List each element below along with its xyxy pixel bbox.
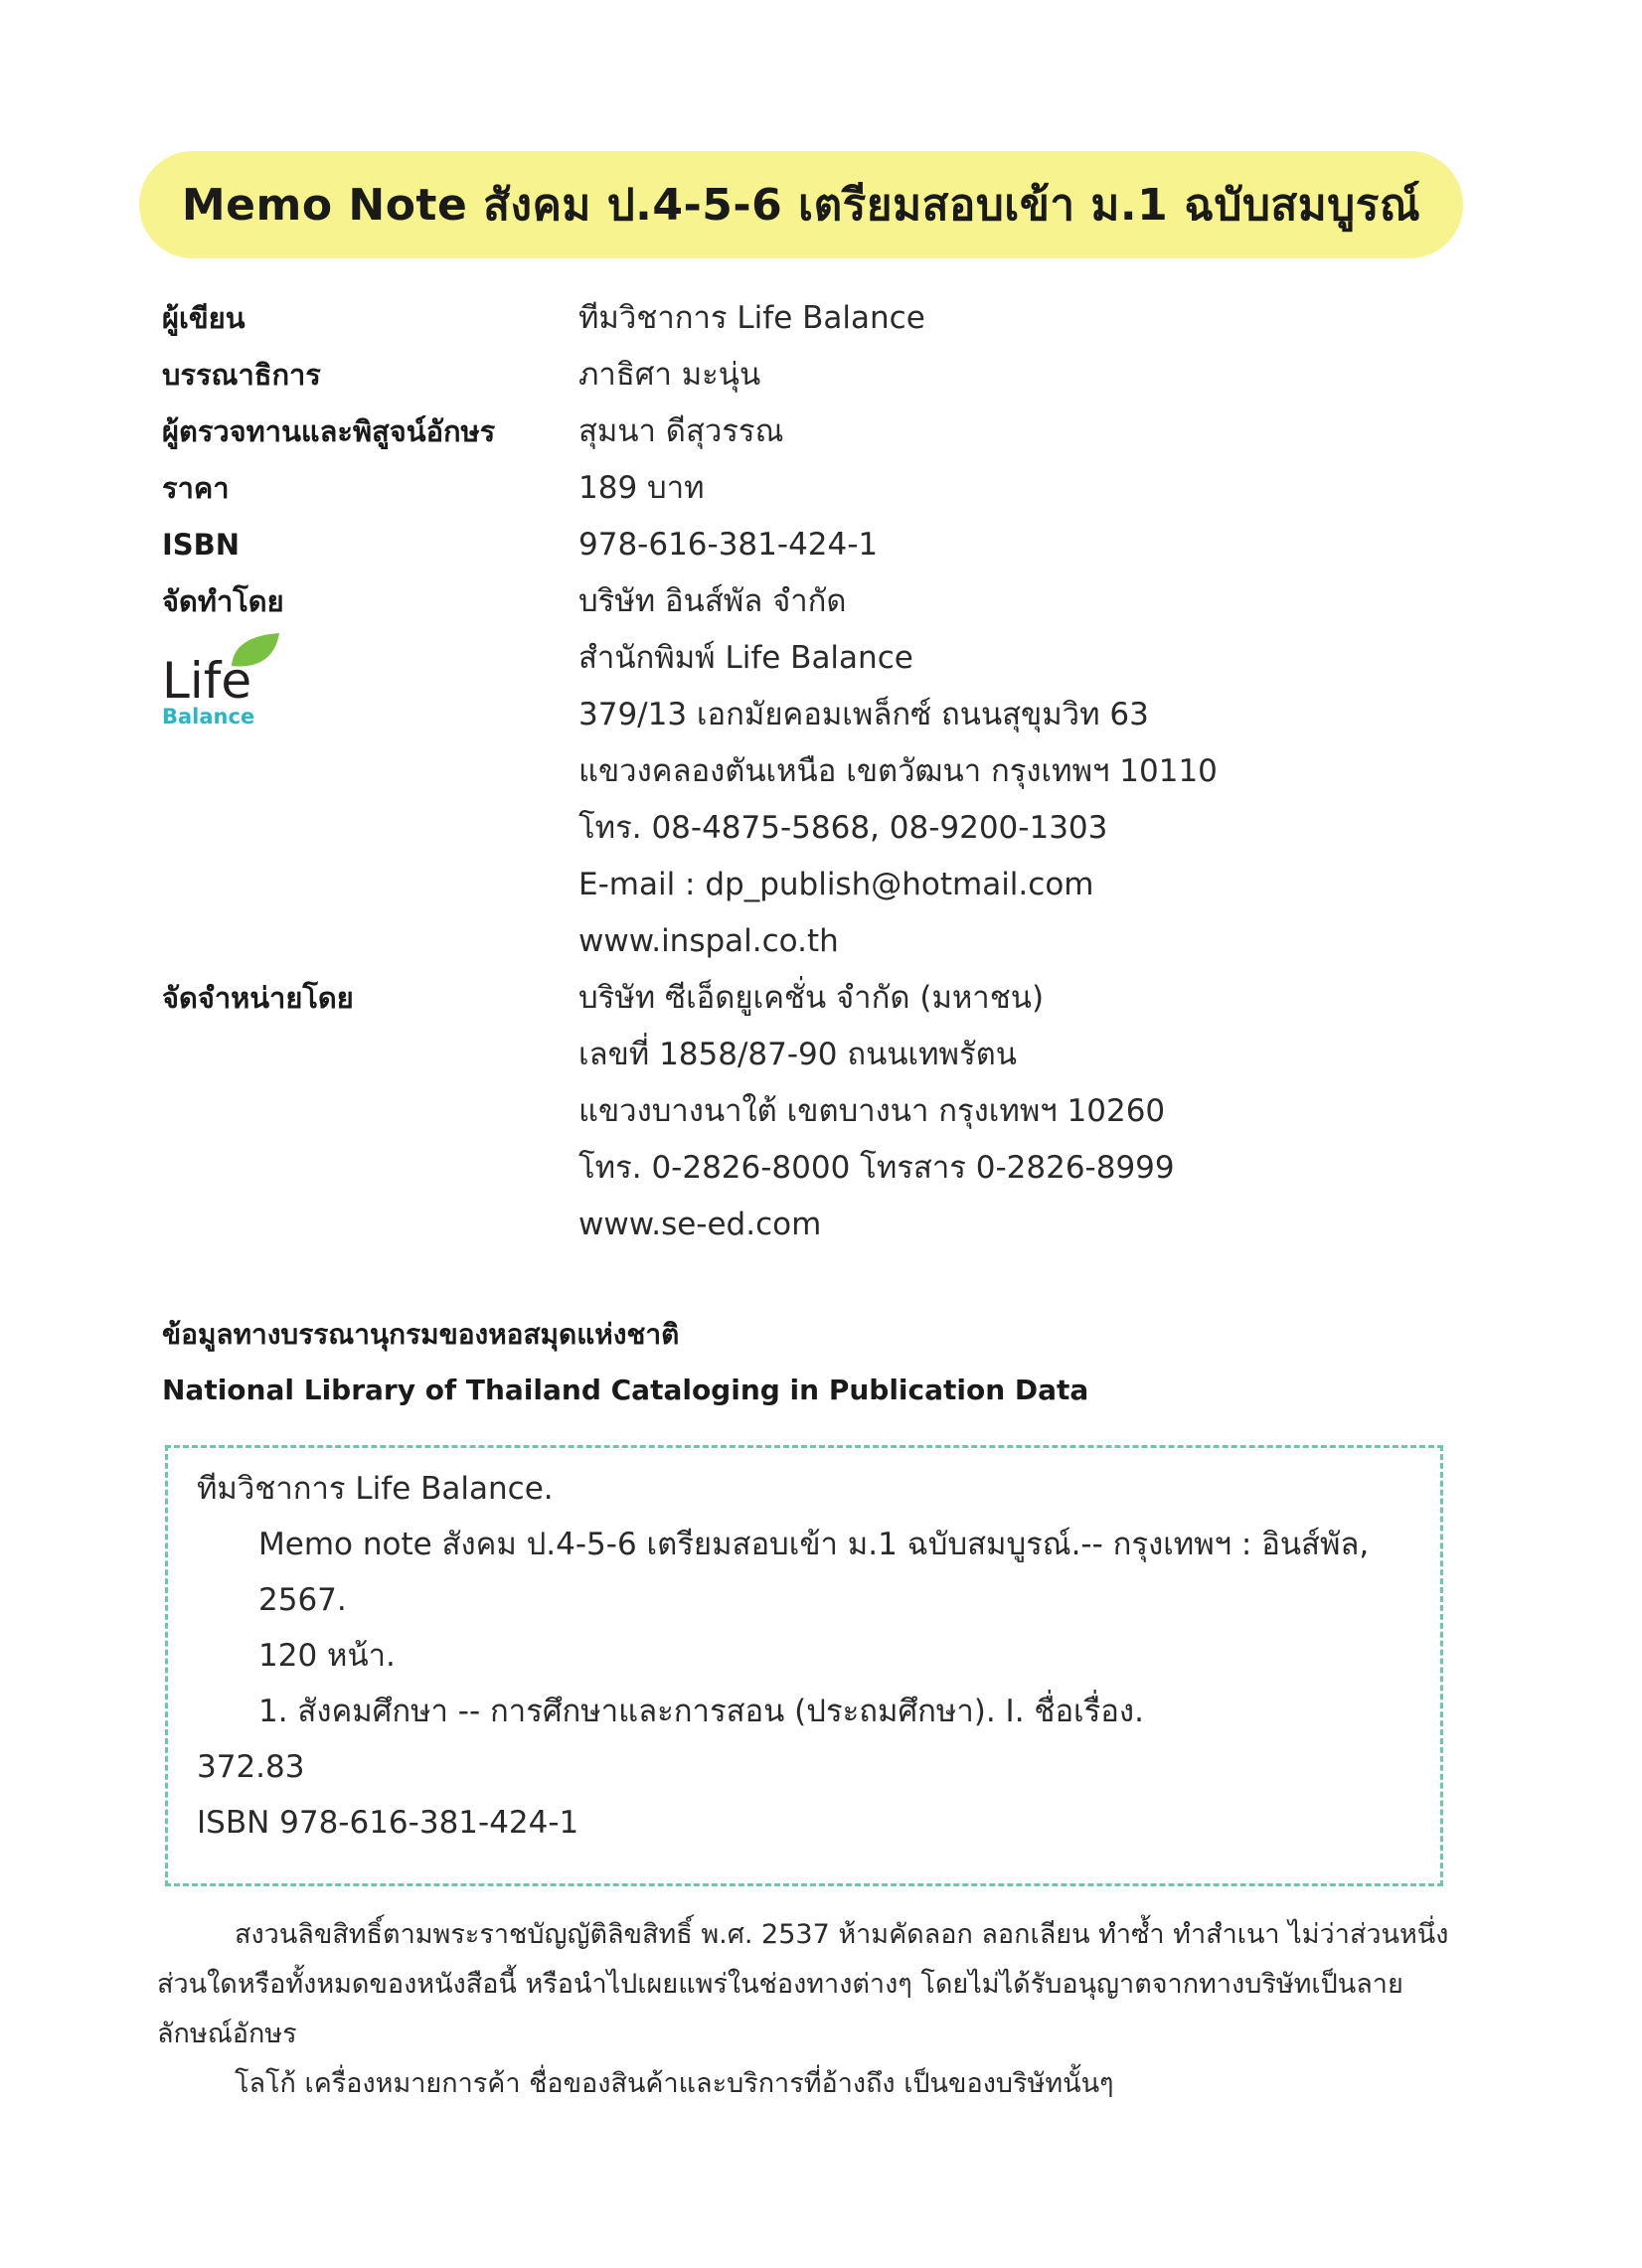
cip-author: ทีมวิชาการ Life Balance.: [197, 1471, 554, 1507]
isbn-label: ISBN: [162, 528, 241, 562]
trademark-text: โลโก้ เครื่องหมายการค้า ชื่อของสินค้าและบริการที่อ้างถึง เป็นของบริษัทนั้นๆ: [235, 2068, 1114, 2099]
producer-row: [162, 743, 1454, 800]
isbn-row: [162, 517, 1454, 573]
life-balance-logo: [162, 631, 281, 730]
author-row: [162, 290, 1454, 347]
cip-title: Memo note สังคม ป.4-5-6 เตรียมสอบเข้า ม.1 ฉบับสมบูรณ์.-- กรุงเทพฯ : อินส์พัล,: [258, 1527, 1370, 1562]
producer-row: [162, 913, 1454, 970]
author-label: ผู้เขียน: [162, 301, 246, 335]
cip-isbn: ISBN 978-616-381-424-1: [197, 1805, 579, 1841]
logo-word: Life: [162, 652, 252, 710]
cip-year: 2567.: [258, 1582, 347, 1618]
producer-row: [162, 800, 1454, 857]
title-banner: [139, 151, 1463, 258]
proofreader-row: [162, 404, 1454, 460]
copyright-text: สงวนลิขสิทธิ์ตามพระราชบัญญัติลิขสิทธิ์ พ.ศ. 2537 ห้ามคัดลอก ลอกเลียน ทำซ้ำ ทำสำเนา ไม่ว่าส่วนหนึ่งส่วนใดหรือทั้งหมดของหนังสือนี้ หรือนำไปเผยแพร่ในช่องทางต่างๆ โดยไม่ได้รับอนุญาตจากทางบริษัทเป็นลายลักษณ์อักษร: [157, 1919, 1449, 2049]
distributor-line: เลขที่ 1858/87-90 ถนนเทพรัตน: [578, 1037, 1017, 1072]
price-label: ราคา: [162, 471, 230, 505]
publication-info: [162, 290, 1454, 1253]
proofreader-label: ผู้ตรวจทานและพิสูจน์อักษร: [162, 414, 496, 448]
producer-line: 379/13 เอกมัยคอมเพล็กซ์ ถนนสุขุมวิท 63: [578, 697, 1149, 732]
producer-line: แขวงคลองตันเหนือ เขตวัฒนา กรุงเทพฯ 10110: [578, 753, 1218, 789]
cip-data-box: [165, 1445, 1443, 1886]
logo-sub: Balance: [162, 705, 255, 729]
editor-label: บรรณาธิการ: [162, 358, 321, 392]
distributor-row: [162, 1197, 1454, 1253]
distributor-row: [162, 970, 1454, 1027]
distributor-line: บริษัท ซีเอ็ดยูเคชั่น จำกัด (มหาชน): [578, 980, 1045, 1016]
cip-heading-thai: ข้อมูลทางบรรณานุกรมของหอสมุดแห่งชาติ: [162, 1318, 680, 1351]
producer-line: สำนักพิมพ์ Life Balance: [578, 640, 913, 676]
producer-line: บริษัท อินส์พัล จำกัด: [578, 583, 847, 619]
proofreader-value: สุมนา ดีสุวรรณ: [578, 413, 784, 449]
book-title: Memo Note สังคม ป.4-5-6 เตรียมสอบเข้า ม.1 ฉบับสมบูรณ์: [181, 180, 1421, 231]
isbn-value: 978-616-381-424-1: [578, 527, 879, 563]
editor-row: [162, 347, 1454, 404]
distributor-line: แขวงบางนาใต้ เขตบางนา กรุงเทพฯ 10260: [578, 1093, 1166, 1129]
distributor-website: www.se-ed.com: [578, 1207, 822, 1242]
producer-website: www.inspal.co.th: [578, 923, 839, 959]
copyright-notice: [157, 1910, 1449, 2109]
cip-subject: 1. สังคมศึกษา -- การศึกษาและการสอน (ประถมศึกษา). I. ชื่อเรื่อง.: [258, 1694, 1144, 1729]
cip-pages: 120 หน้า.: [258, 1638, 396, 1674]
distributor-row: [162, 1083, 1454, 1140]
producer-row: [162, 687, 1454, 743]
producer-row: [162, 573, 1454, 630]
producer-email: E-mail : dp_publish@hotmail.com: [578, 867, 1094, 902]
distributor-line: โทร. 0-2826-8000 โทรสาร 0-2826-8999: [578, 1150, 1175, 1186]
producer-line: โทร. 08-4875-5868, 08-9200-1303: [578, 810, 1108, 846]
producer-row: [162, 857, 1454, 913]
cip-heading-english: National Library of Thailand Cataloging in Publication Data: [162, 1374, 1089, 1406]
price-row: [162, 460, 1454, 517]
distributor-label: จัดจำหน่ายโดย: [162, 981, 354, 1015]
producer-label: จัดทำโดย: [162, 584, 284, 618]
distributor-row: [162, 1027, 1454, 1083]
leaf-icon: [162, 631, 281, 730]
producer-row: [162, 630, 1454, 687]
cip-classification: 372.83: [197, 1749, 305, 1785]
author-value: ทีมวิชาการ Life Balance: [578, 300, 925, 336]
price-value: 189 บาท: [578, 470, 705, 506]
distributor-row: [162, 1140, 1454, 1197]
editor-value: ภาธิศา มะนุ่น: [578, 357, 761, 393]
